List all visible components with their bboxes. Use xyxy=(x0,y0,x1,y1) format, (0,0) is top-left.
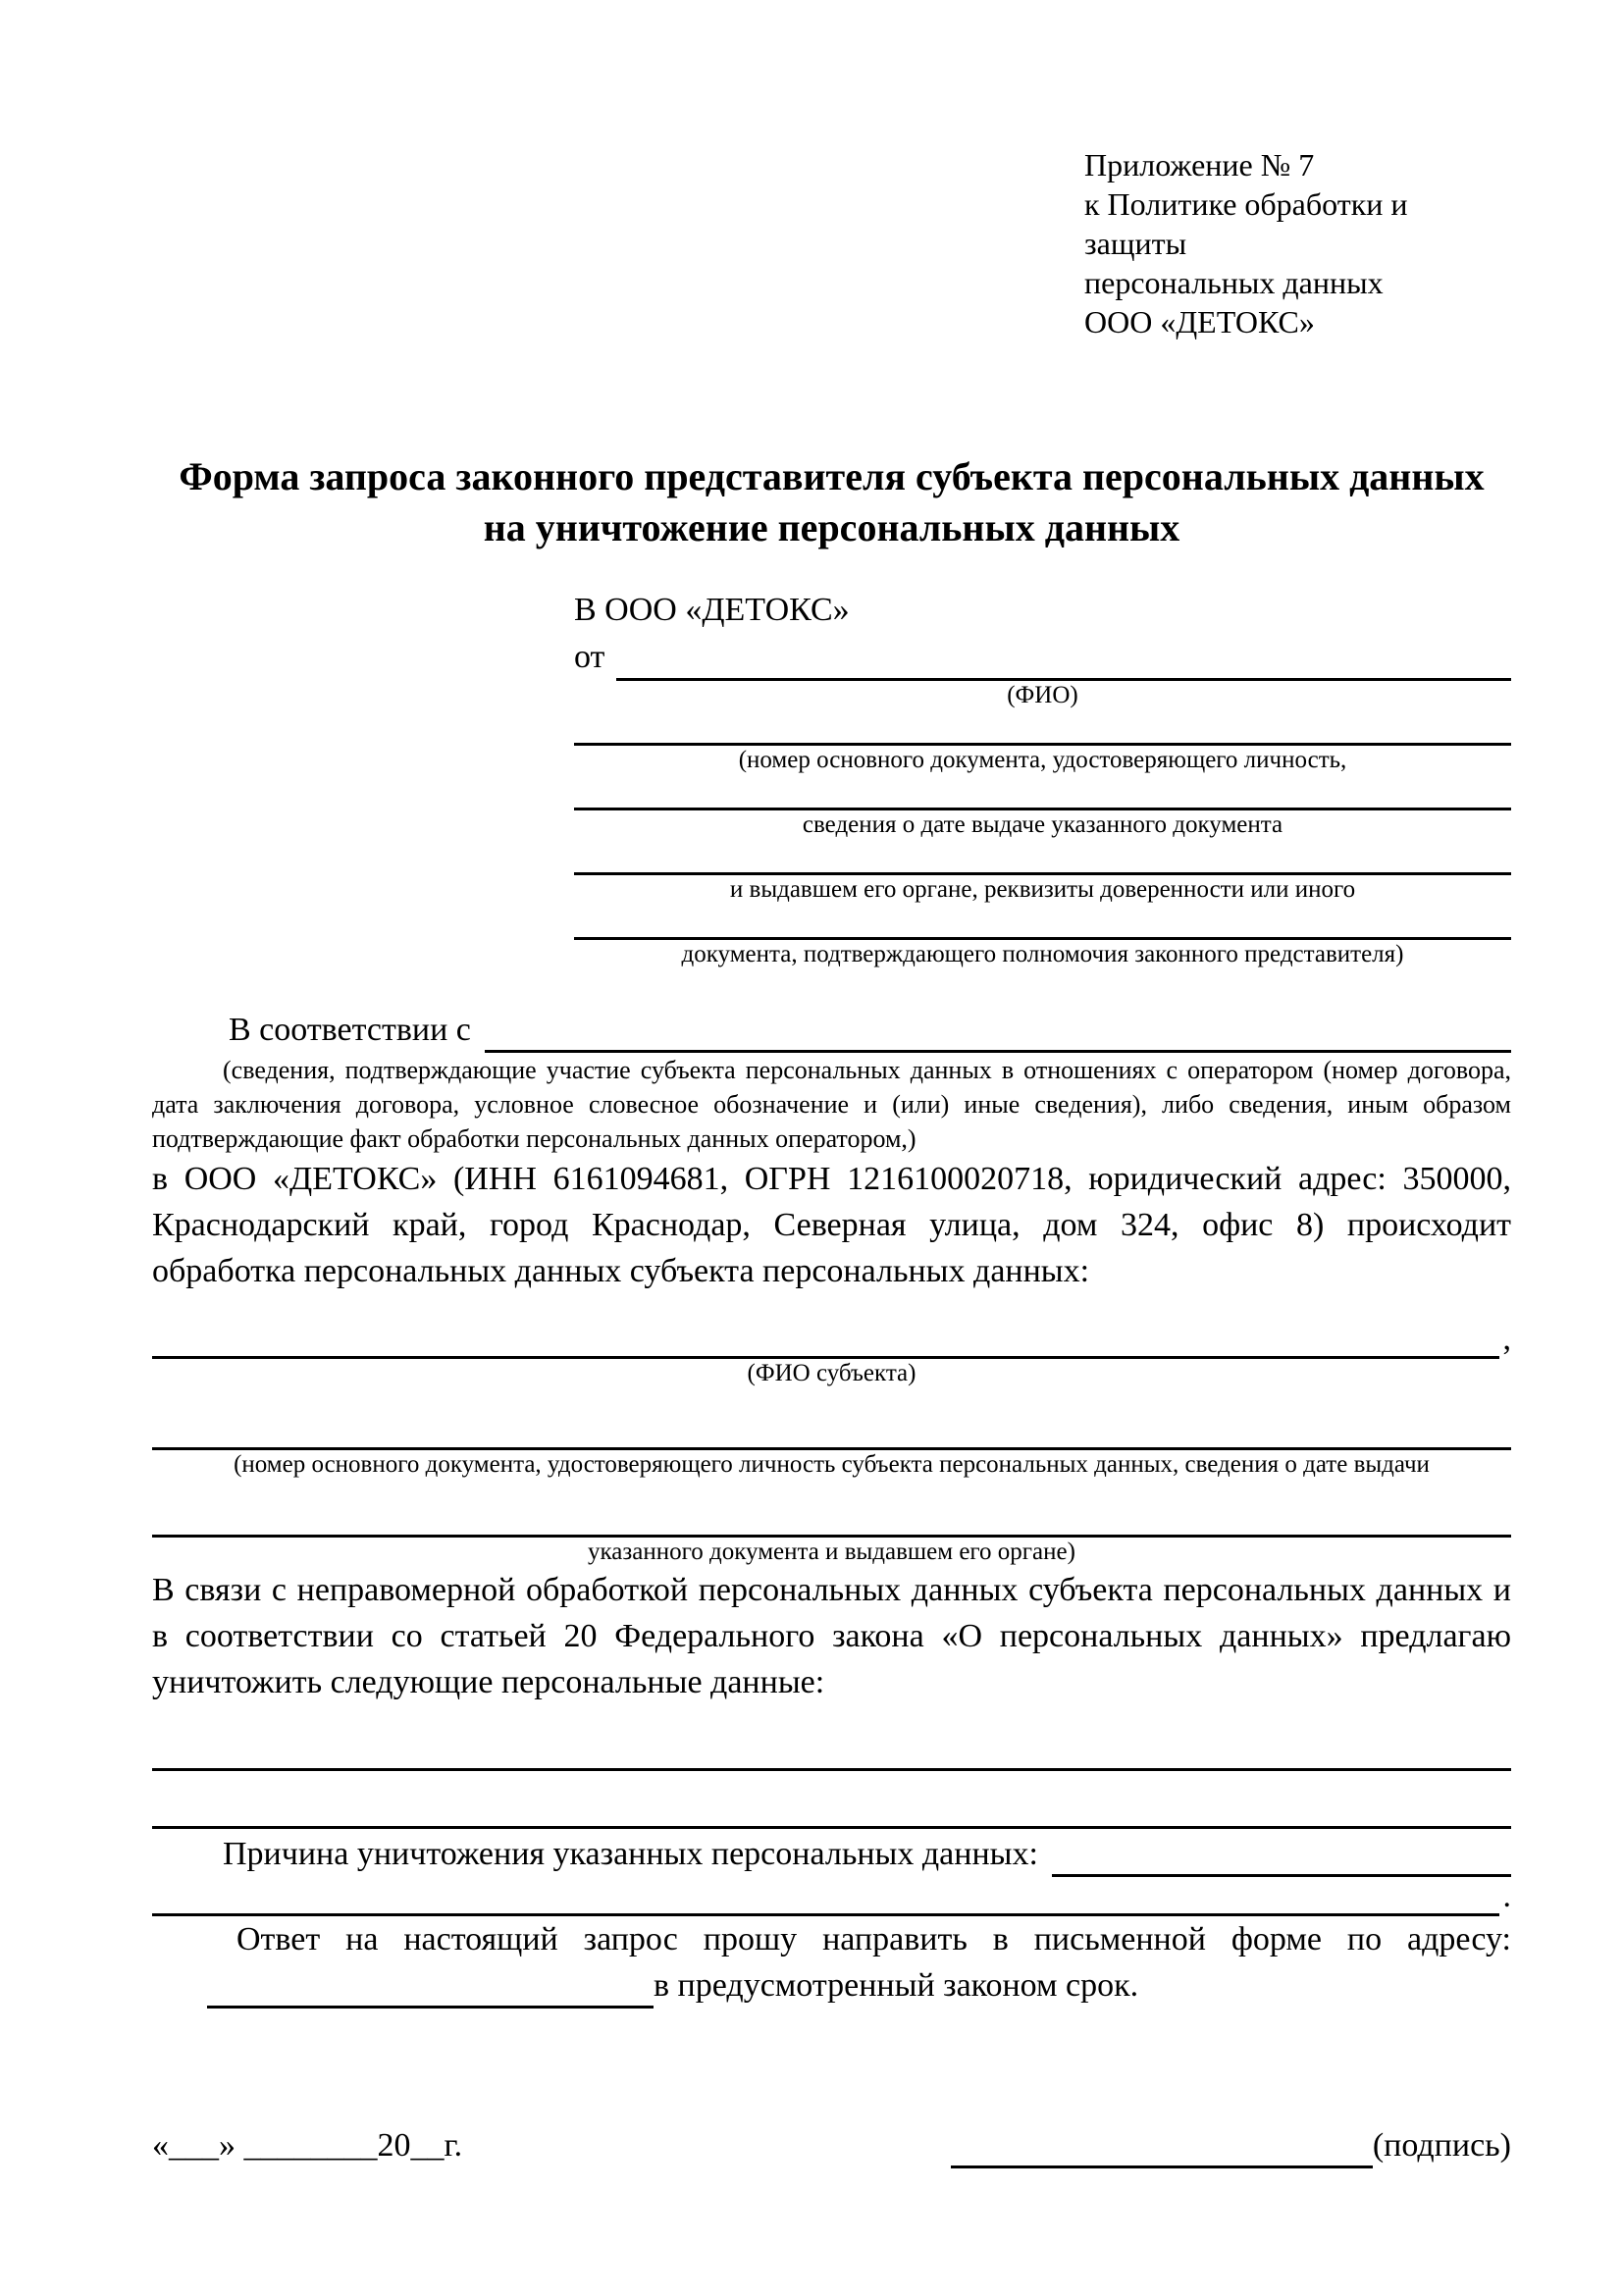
document-title-line1: Форма запроса законного представителя субъекта персональных данных xyxy=(179,454,1485,498)
answer-tail-text: в предусмотренный законом срок. xyxy=(654,1967,1139,2004)
appendix-header xyxy=(1084,145,1511,341)
appendix-header-line: ООО «ДЕТОКС» xyxy=(1084,304,1315,339)
doc-authority-blank-field xyxy=(574,840,1511,875)
signature-group xyxy=(951,2122,1511,2168)
accordance-blank-field xyxy=(485,1015,1511,1053)
appendix-header-line: Приложение № 7 xyxy=(1084,147,1315,183)
document-title-line2: на уничтожение персональных данных xyxy=(483,505,1180,549)
answer-address-blank-field xyxy=(207,1970,654,2009)
answer-address-row xyxy=(152,1962,1511,2009)
date-line: «___» ________20__г. xyxy=(152,2127,463,2164)
accordance-row xyxy=(152,1007,1511,1053)
accordance-note: (сведения, подтверждающие участие субъекта персональных данных в отношениях с оператором (номер договора, дата заключения договора, условное словесное обозначение и (или) иные сведения), либо сведения, иным образом подтверждающие факт обработки персональных данных оператором,) xyxy=(152,1056,1511,1153)
subject-doc-blank-field-2 xyxy=(152,1501,1511,1538)
data-to-destroy-blank-field-2 xyxy=(152,1793,1511,1829)
destruction-reason-label: Причина уничтожения указанных персональных данных: xyxy=(223,1836,1038,1872)
subject-fio-row xyxy=(152,1320,1511,1359)
destruction-reason-continued-row xyxy=(152,1877,1511,1916)
signature-blank-field xyxy=(951,2130,1373,2168)
period-mark: . xyxy=(1502,1878,1511,1914)
footer-row xyxy=(152,2122,1511,2168)
data-to-destroy-blank-field-1 xyxy=(152,1735,1511,1771)
representative-authority-caption: документа, подтверждающего полномочия законного представителя) xyxy=(681,941,1404,967)
signature-caption: (подпись) xyxy=(1372,2127,1511,2164)
appendix-header-line: к Политике обработки и защиты xyxy=(1084,186,1408,261)
doc-issue-date-blank-field xyxy=(574,775,1511,810)
operator-paragraph: в ООО «ДЕТОКС» (ИНН 6161094681, ОГРН 1216100020718, юридический адрес: 350000, Краснодарский край, город Краснодар, Северная улица, дом 324, офис 8) происходит обработка персональных данных субъекта персональных данных: xyxy=(152,1161,1511,1289)
representative-authority-blank-field xyxy=(574,905,1511,940)
doc-number-caption: (номер основного документа, удостоверяющего личность, xyxy=(738,747,1347,773)
from-label: от xyxy=(574,639,605,675)
subject-doc-caption-line1: (номер основного документа, удостоверяющего личность субъекта персональных данных, сведения о дате выдачи xyxy=(234,1451,1430,1478)
doc-authority-caption: и выдавшем его органе, реквизиты доверенности или иного xyxy=(729,876,1356,903)
destruction-reason-row xyxy=(152,1831,1511,1877)
accordance-label: В соответствии с xyxy=(229,1012,471,1048)
subject-fio-caption: (ФИО субъекта) xyxy=(747,1360,916,1386)
comma-mark: , xyxy=(1502,1321,1511,1357)
appendix-header-line: персональных данных xyxy=(1084,265,1384,300)
doc-number-blank-field xyxy=(574,710,1511,746)
subject-doc-blank-field xyxy=(152,1414,1511,1450)
addressee-to: В ООО «ДЕТОКС» xyxy=(574,592,850,628)
answer-request-paragraph: Ответ на настоящий запрос прошу направить в письменной форме по адресу: xyxy=(236,1921,1511,1957)
subject-fio-blank-field xyxy=(152,1321,1499,1359)
doc-issue-date-caption: сведения о дате выдаче указанного документа xyxy=(802,811,1283,838)
addressee-from-row xyxy=(574,634,1511,681)
fio-blank-field xyxy=(616,643,1511,681)
fio-caption: (ФИО) xyxy=(1007,682,1078,708)
destruction-reason-blank-field xyxy=(1052,1839,1511,1877)
unlawful-processing-paragraph: В связи с неправомерной обработкой персональных данных субъекта персональных данных и в соответствии со статьей 20 Федерального закона «О персональных данных» предлагаю уничтожить следующие персональные данные: xyxy=(152,1572,1511,1700)
addressee-block xyxy=(574,587,1511,969)
subject-doc-caption-line2: указанного документа и выдавшем его органе) xyxy=(588,1539,1075,1565)
document-title xyxy=(152,451,1511,553)
destruction-reason-blank-field-2 xyxy=(152,1878,1499,1916)
